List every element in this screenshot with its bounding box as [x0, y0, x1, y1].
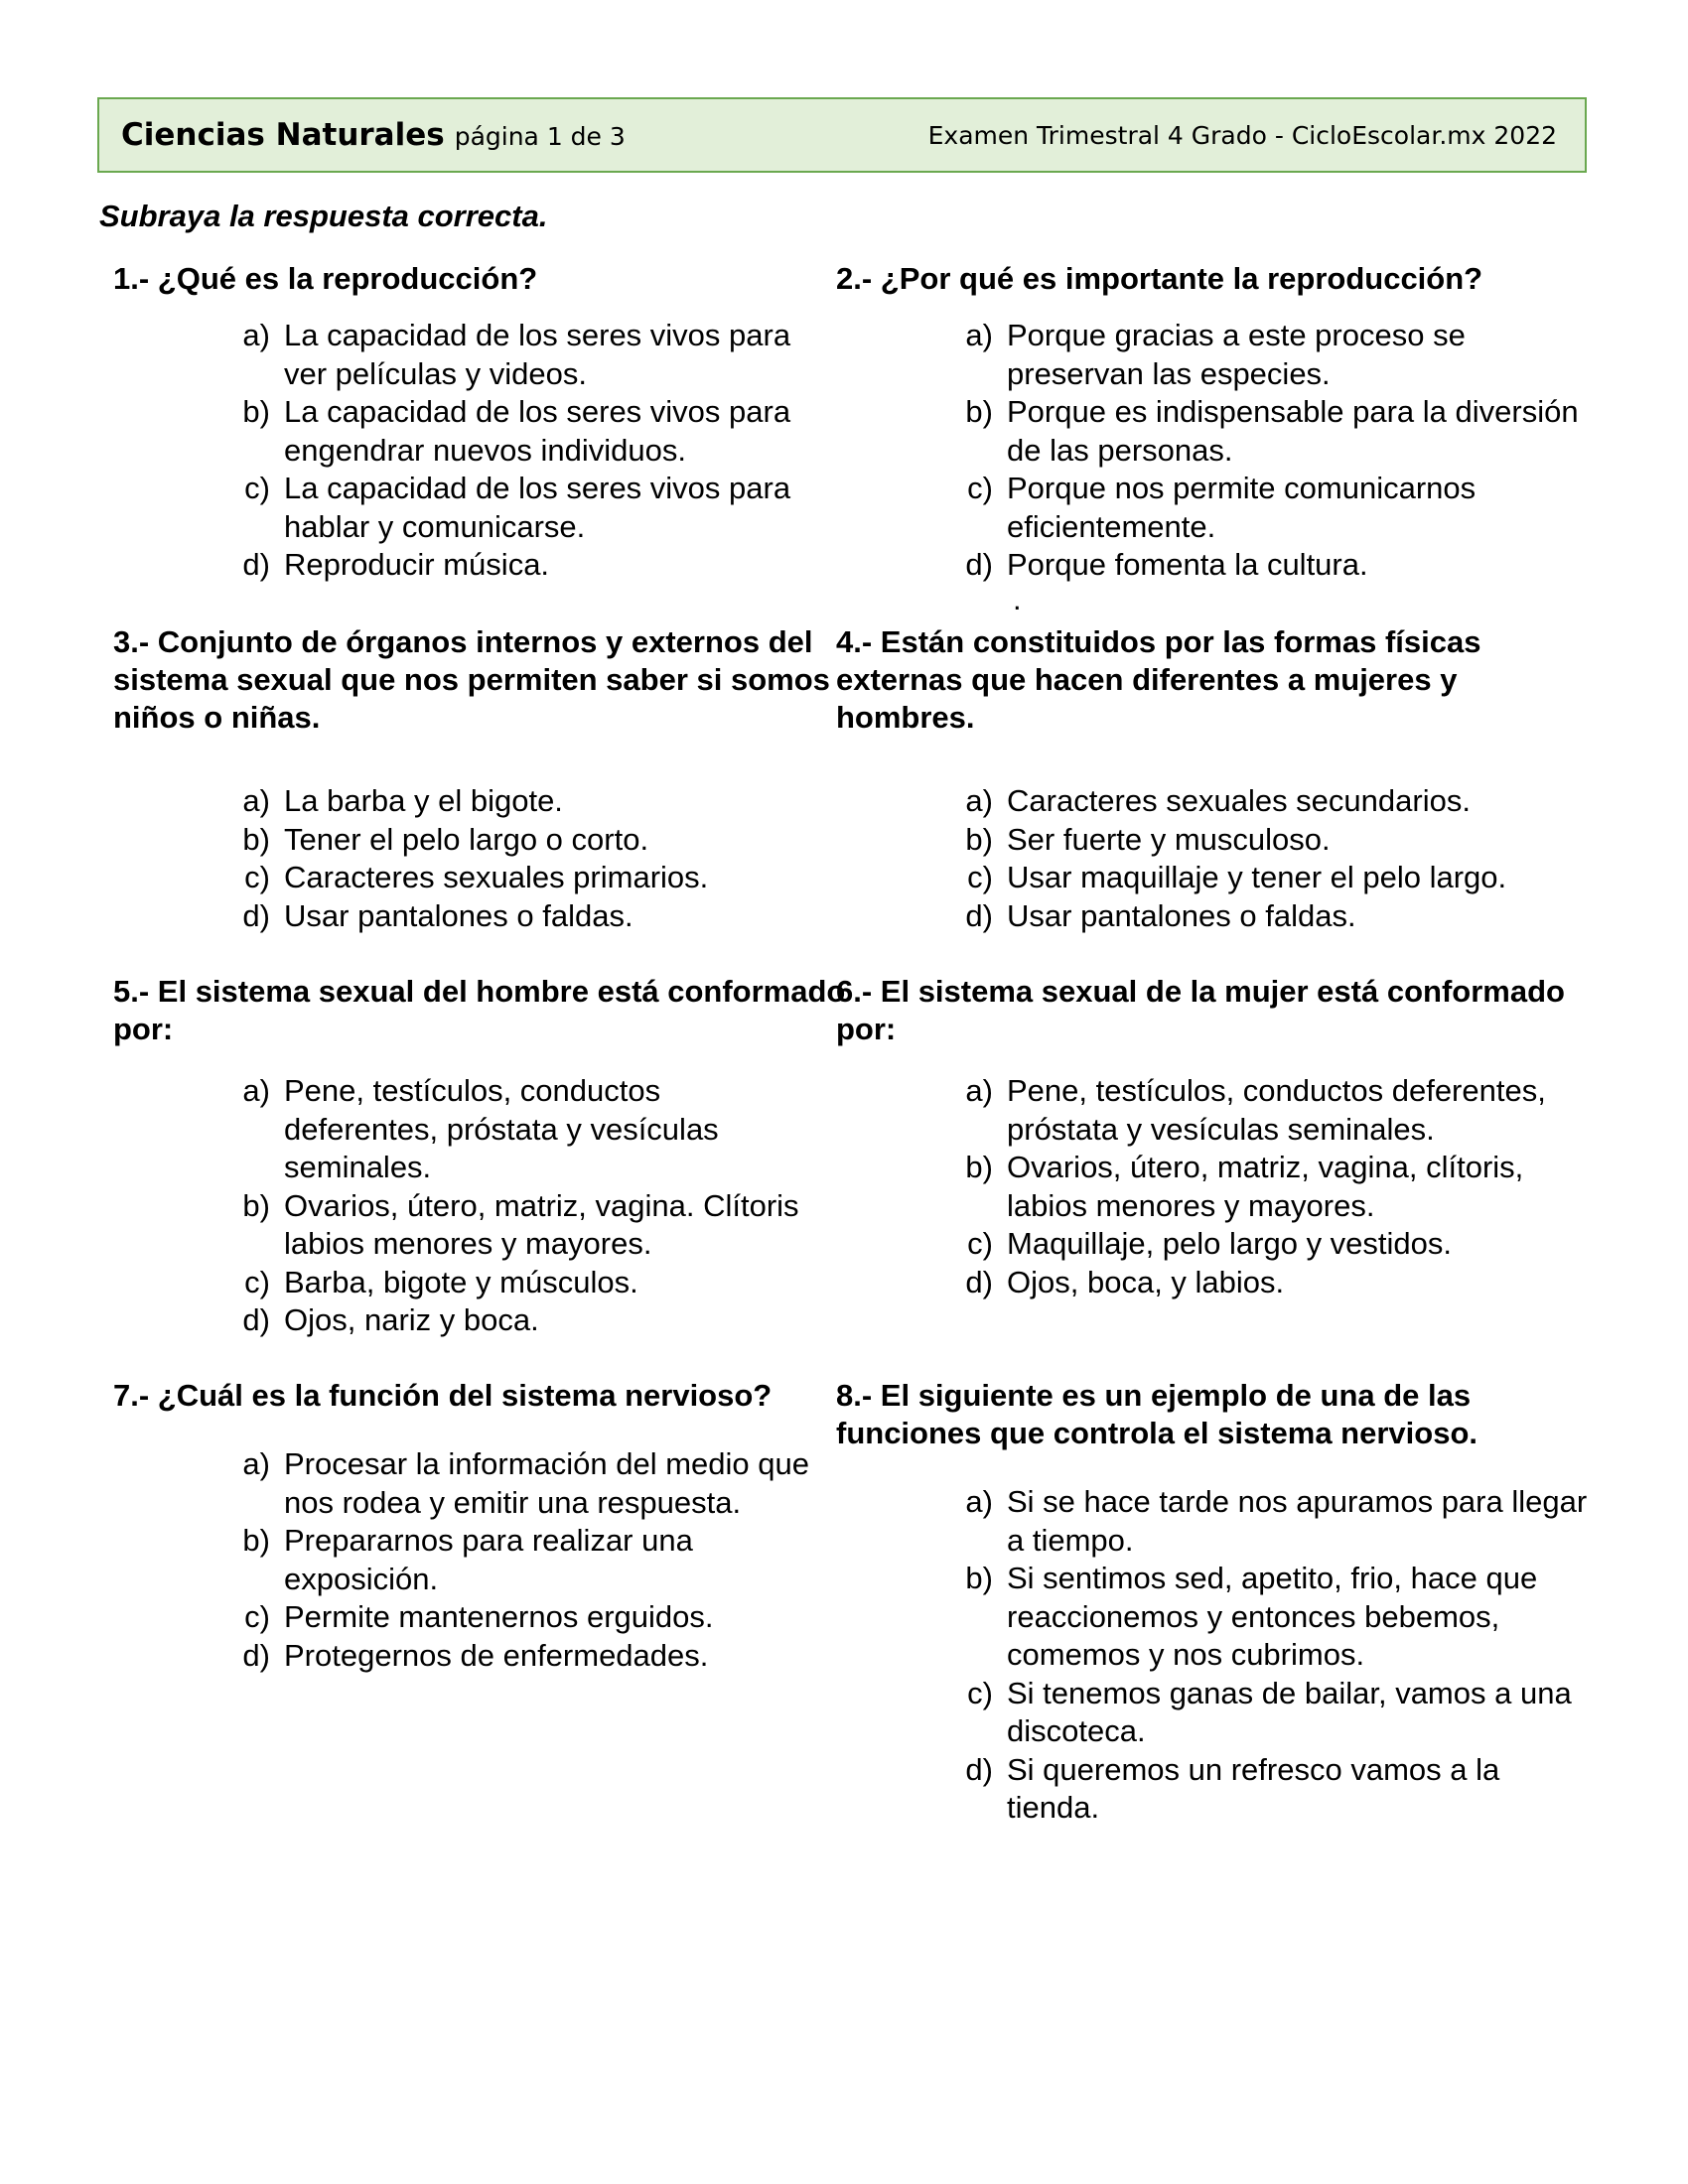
option-b[interactable]: b) Porque es indispensable para la diversión de las personas.	[965, 394, 1579, 468]
option-d[interactable]: d) Ojos, nariz y boca.	[242, 1302, 539, 1337]
options-list	[933, 317, 1591, 585]
option-a[interactable]: a) La capacidad de los seres vivos para ver películas y videos.	[242, 318, 791, 391]
subject-title: Ciencias Naturales	[121, 117, 445, 153]
option-c[interactable]: c) Usar maquillaje y tener el pelo largo.	[967, 860, 1507, 894]
options-list	[211, 782, 868, 935]
option-b[interactable]: b) Prepararnos para realizar una exposición.	[242, 1523, 693, 1596]
option-d[interactable]: d) Si queremos un refresco vamos a la tienda.	[965, 1751, 1500, 1825]
question-text: 5.- El sistema sexual del hombre está conformado por:	[113, 974, 846, 1046]
options-list	[933, 1072, 1591, 1301]
question-3	[113, 623, 868, 935]
option-b[interactable]: b) La capacidad de los seres vivos para engendrar nuevos individuos.	[242, 394, 791, 468]
question-text: 8.- El siguiente es un ejemplo de una de las funciones que controla el sistema nervioso.	[836, 1378, 1478, 1450]
option-d[interactable]: d) Usar pantalones o faldas.	[242, 897, 633, 933]
option-d[interactable]: d) Protegernos de enfermedades.	[242, 1637, 709, 1673]
option-a[interactable]: a) Si se hace tarde nos apuramos para llegar a tiempo.	[965, 1484, 1588, 1558]
option-c[interactable]: c) Porque nos permite comunicarnos eficientemente.	[967, 471, 1477, 544]
option-d[interactable]: d) Porque fomenta la cultura.	[965, 547, 1368, 582]
question-text: 4.- Están constituidos por las formas físicas externas que hacen diferentes a mujeres y hombres.	[836, 624, 1481, 735]
option-b[interactable]: b) Tener el pelo largo o corto.	[242, 821, 649, 857]
option-d[interactable]: d) Reproducir música.	[242, 547, 550, 582]
option-c[interactable]: c) Permite mantenernos erguidos.	[244, 1599, 714, 1634]
option-d[interactable]: d) Usar pantalones o faldas.	[965, 897, 1356, 933]
question-text: 2.- ¿Por qué es importante la reproducción?	[836, 261, 1483, 296]
header-left	[121, 117, 626, 153]
options-list	[933, 1483, 1591, 1828]
exam-title: Examen Trimestral 4 Grado - CicloEscolar.mx 2022	[927, 120, 1557, 150]
question-6	[836, 973, 1591, 1301]
options-list	[211, 317, 868, 585]
option-a[interactable]: a) Pene, testículos, conductos deferentes, próstata y vesículas seminales.	[965, 1073, 1546, 1147]
page-header	[97, 97, 1587, 173]
option-c[interactable]: c) Maquillaje, pelo largo y vestidos.	[967, 1226, 1453, 1261]
question-8	[836, 1377, 1591, 1828]
question-4	[836, 623, 1591, 935]
option-c[interactable]: c) La capacidad de los seres vivos para hablar y comunicarse.	[244, 471, 791, 544]
option-a[interactable]: a) Procesar la información del medio que nos rodea y emitir una respuesta.	[242, 1446, 809, 1520]
option-b[interactable]: b) Ovarios, útero, matriz, vagina, clítoris, labios menores y mayores.	[965, 1150, 1524, 1223]
options-list	[933, 782, 1591, 935]
option-b[interactable]: b) Si sentimos sed, apetito, frio, hace que reaccionemos y entonces bebemos, comemos y nos cubrimos.	[965, 1561, 1538, 1672]
question-2	[836, 260, 1591, 614]
instruction-text: Subraya la respuesta correcta.	[99, 199, 548, 233]
question-text: 3.- Conjunto de órganos internos y externos del sistema sexual que nos permiten saber si somos niños o niñas.	[113, 624, 830, 735]
question-text: 1.- ¿Qué es la reproducción?	[113, 261, 538, 296]
option-a[interactable]: a) Porque gracias a este proceso se preservan las especies.	[965, 318, 1466, 391]
question-1	[113, 260, 868, 585]
question-5	[113, 973, 868, 1340]
trailing-dot: .	[1013, 581, 1022, 616]
page-indicator: página 1 de 3	[454, 122, 626, 151]
option-a[interactable]: a) La barba y el bigote.	[242, 783, 563, 818]
question-text: 7.- ¿Cuál es la función del sistema nervioso?	[113, 1378, 773, 1413]
options-list	[211, 1445, 868, 1675]
option-c[interactable]: c) Caracteres sexuales primarios.	[244, 860, 709, 894]
options-list	[211, 1072, 868, 1340]
option-a[interactable]: a) Pene, testículos, conductos deferentes, próstata y vesículas seminales.	[242, 1073, 719, 1184]
option-a[interactable]: a) Caracteres sexuales secundarios.	[965, 783, 1471, 818]
question-text: 6.- El sistema sexual de la mujer está conformado por:	[836, 974, 1565, 1046]
option-c[interactable]: c) Si tenemos ganas de bailar, vamos a una discoteca.	[967, 1675, 1572, 1748]
option-b[interactable]: b) Ser fuerte y musculoso.	[965, 821, 1331, 857]
option-c[interactable]: c) Barba, bigote y músculos.	[244, 1264, 638, 1299]
option-d[interactable]: d) Ojos, boca, y labios.	[965, 1264, 1285, 1299]
option-b[interactable]: b) Ovarios, útero, matriz, vagina. Clítoris labios menores y mayores.	[242, 1187, 799, 1261]
question-7	[113, 1377, 868, 1675]
